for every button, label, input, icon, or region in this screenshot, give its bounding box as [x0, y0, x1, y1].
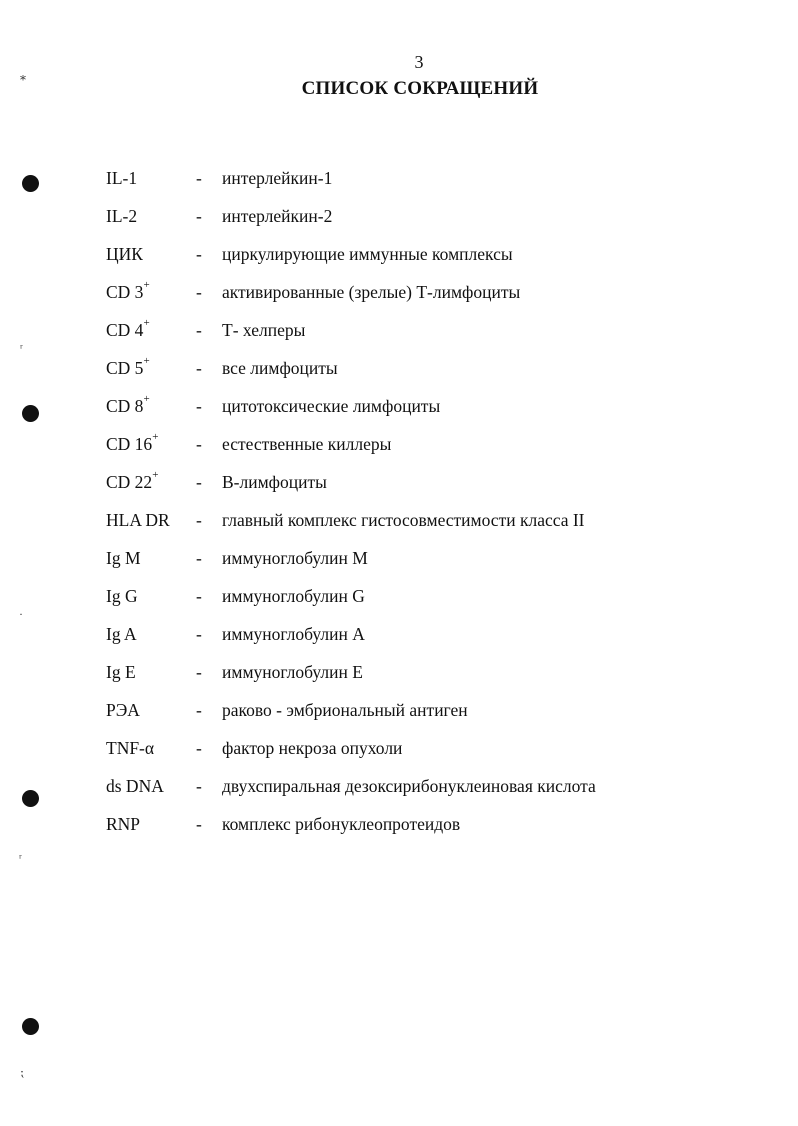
- separator-dash: -: [196, 434, 202, 454]
- abbreviation-term: HLA DR: [106, 510, 170, 530]
- abbreviation-definition: Т- хелперы: [222, 320, 306, 340]
- abbreviation-definition: В-лимфоциты: [222, 472, 327, 492]
- abbreviation-definition: иммуноглобулин A: [222, 624, 365, 644]
- abbreviation-definition: иммуноглобулин E: [222, 662, 363, 682]
- abbreviation-term: CD 8+: [106, 393, 150, 416]
- scan-speck-icon: ⁏: [20, 1065, 25, 1079]
- separator-dash: -: [196, 548, 202, 568]
- abbreviation-term: IL-1: [106, 168, 138, 188]
- list-item: [0, 391, 798, 421]
- list-item: [0, 619, 798, 649]
- separator-dash: -: [196, 472, 202, 492]
- abbreviation-term: ds DNA: [106, 776, 164, 796]
- list-item: [0, 771, 798, 801]
- abbreviation-term: IL-2: [106, 206, 138, 226]
- separator-dash: -: [196, 586, 202, 606]
- page-number: 3: [414, 52, 424, 72]
- scan-speck-icon: ʳ: [20, 341, 23, 355]
- list-item: [0, 353, 798, 383]
- abbreviation-term: Ig E: [106, 662, 136, 682]
- separator-dash: -: [196, 738, 202, 758]
- list-item: [0, 239, 798, 269]
- abbreviation-term: Ig G: [106, 586, 138, 606]
- abbreviation-definition: главный комплекс гистосовместимости класса II: [222, 510, 585, 530]
- abbreviation-term: RNP: [106, 814, 141, 834]
- list-item: [0, 505, 798, 535]
- list-item: [0, 581, 798, 611]
- abbreviation-definition: иммуноглобулин G: [222, 586, 365, 606]
- abbreviation-term: Ig M: [106, 548, 141, 568]
- abbreviation-definition: фактор некроза опухоли: [222, 738, 403, 758]
- separator-dash: -: [196, 206, 202, 226]
- scan-speck-icon: ʳ: [19, 851, 22, 865]
- list-item: [0, 163, 798, 193]
- separator-dash: -: [196, 168, 202, 188]
- separator-dash: -: [196, 776, 202, 796]
- abbreviation-definition: циркулирующие иммунные комплексы: [222, 244, 513, 264]
- list-item: [0, 733, 798, 763]
- abbreviation-term: CD 5+: [106, 355, 150, 378]
- separator-dash: -: [196, 282, 202, 302]
- list-item: [0, 543, 798, 573]
- scan-speck-icon: ⁎: [20, 69, 26, 83]
- abbreviation-term: Ig A: [106, 624, 137, 644]
- abbreviation-term: РЭА: [106, 700, 140, 720]
- separator-dash: -: [196, 320, 202, 340]
- abbreviation-definition: двухспиральная дезоксирибонуклеиновая кислота: [222, 776, 596, 796]
- abbreviation-definition: активированные (зрелые) Т-лимфоциты: [222, 282, 521, 302]
- separator-dash: -: [196, 700, 202, 720]
- abbreviation-term: TNF-α: [106, 738, 155, 758]
- abbreviation-term: CD 22+: [106, 469, 159, 492]
- list-item: [0, 201, 798, 231]
- separator-dash: -: [196, 244, 202, 264]
- separator-dash: -: [196, 358, 202, 378]
- abbreviation-definition: интерлейкин-1: [222, 168, 333, 188]
- abbreviation-term: ЦИК: [106, 244, 143, 264]
- abbreviation-term: CD 4+: [106, 317, 150, 340]
- abbreviation-definition: иммуноглобулин M: [222, 548, 368, 568]
- list-item: [0, 315, 798, 345]
- list-item: [0, 657, 798, 687]
- abbreviation-definition: естественные киллеры: [222, 434, 392, 454]
- list-item: [0, 695, 798, 725]
- separator-dash: -: [196, 396, 202, 416]
- abbreviation-definition: раково - эмбриональный антиген: [222, 700, 468, 720]
- list-item: [0, 429, 798, 459]
- abbreviation-term: CD 3+: [106, 279, 150, 302]
- list-item: [0, 277, 798, 307]
- abbreviation-definition: цитотоксические лимфоциты: [222, 396, 441, 416]
- scan-speck-icon: ·: [19, 607, 23, 621]
- abbreviation-definition: комплекс рибонуклеопротеидов: [222, 814, 461, 834]
- list-item: [0, 467, 798, 497]
- separator-dash: -: [196, 662, 202, 682]
- separator-dash: -: [196, 624, 202, 644]
- abbreviation-definition: все лимфоциты: [222, 358, 338, 378]
- abbreviation-definition: интерлейкин-2: [222, 206, 333, 226]
- abbreviation-term: CD 16+: [106, 431, 159, 454]
- separator-dash: -: [196, 814, 202, 834]
- separator-dash: -: [196, 510, 202, 530]
- list-item: [0, 809, 798, 839]
- page-title: СПИСОК СОКРАЩЕНИЙ: [301, 78, 539, 99]
